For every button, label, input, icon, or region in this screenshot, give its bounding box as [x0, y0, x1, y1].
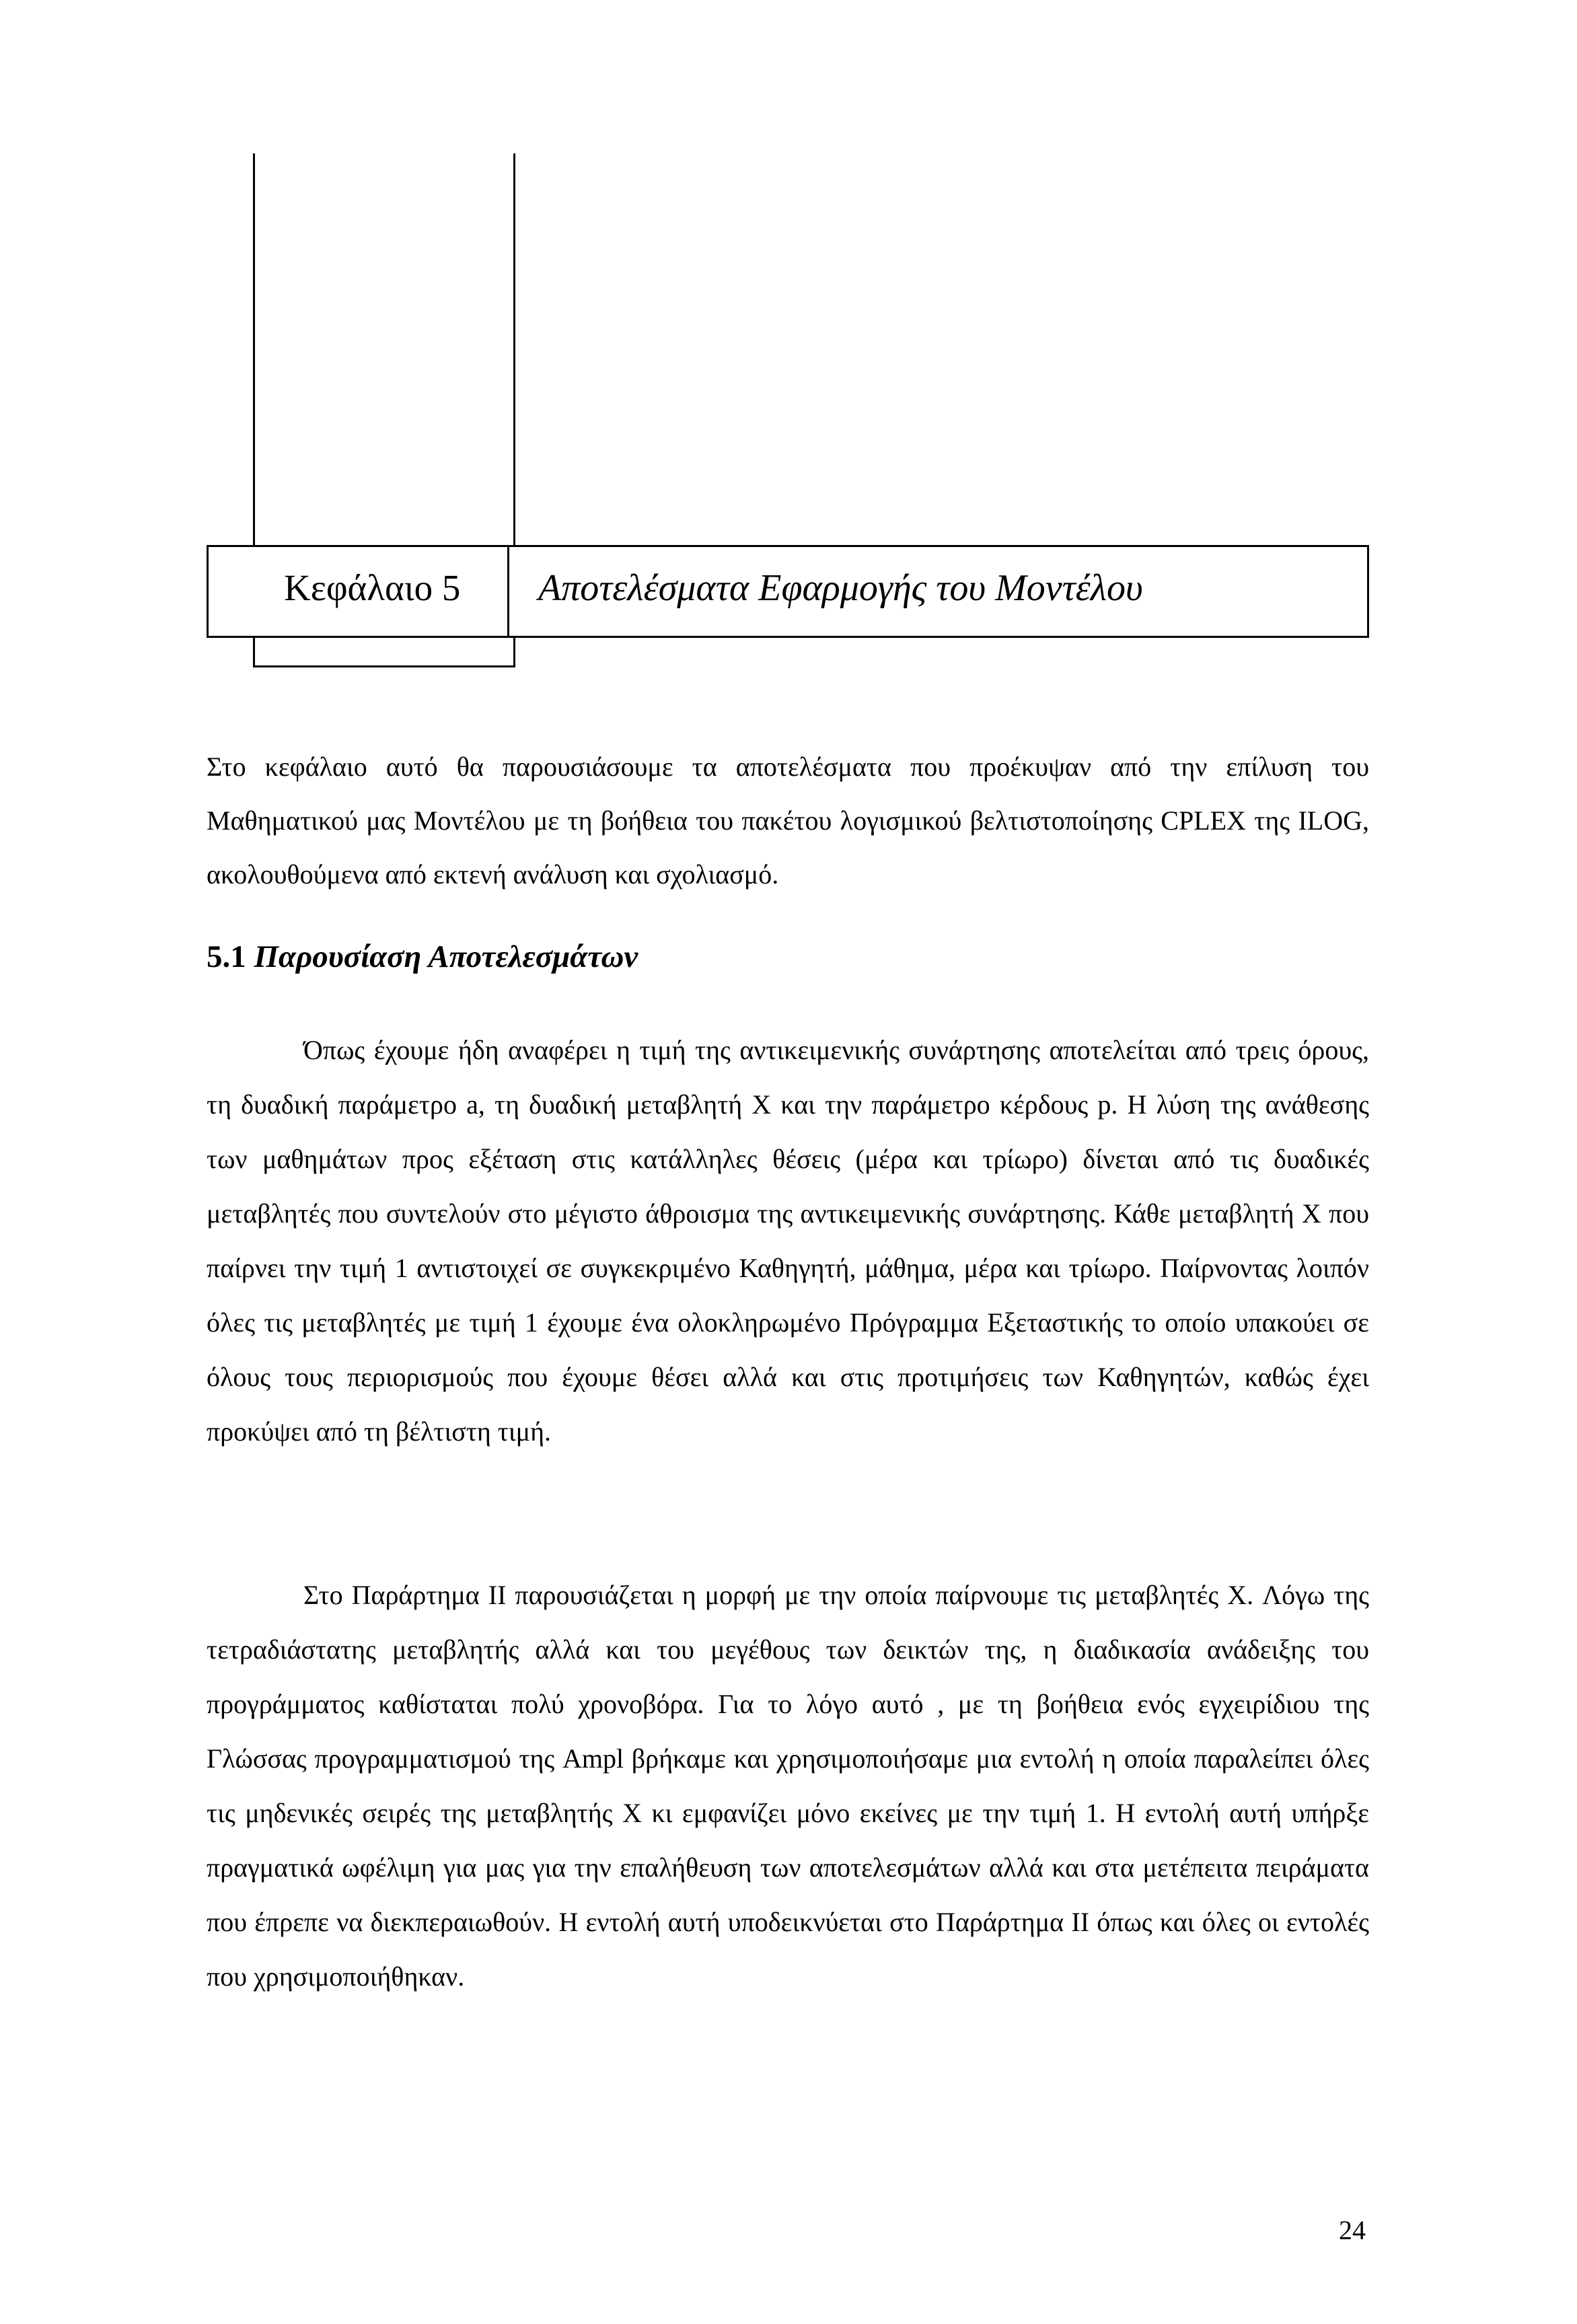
section-title: Παρουσίαση Αποτελεσμάτων	[254, 939, 638, 974]
header-frame-line-left	[253, 153, 255, 545]
chapter-number: Κεφάλαιο 5	[284, 567, 461, 608]
intro-paragraph: Στο κεφάλαιο αυτό θα παρουσιάσουμε τα αποτελέσματα που προέκυψαν από την επίλυση του Μαθηματικού μας Μοντέλου με τη βοήθεια του πακέτου λογισμικού βελτιστοποίησης CPLEX της ILOG, ακολουθούμενα από εκτενή ανάλυση και σχολιασμό.	[207, 752, 1369, 889]
chapter-header-divider	[507, 545, 509, 638]
body-paragraph-2: Στο Παράρτημα ΙΙ παρουσιάζεται η μορφή με την οποία παίρνουμε τις μεταβλητές X. Λόγω της τετραδιάστατης μεταβλητής αλλά και του μεγέθους των δεικτών της, η διαδικασία ανάδειξης του προγράμματος καθίσταται πολύ χρονοβόρα. Για το λόγο αυτό , με τη βοήθεια ενός εγχειρίδιου της Γλώσσας προγραμματισμού της Ampl βρήκαμε και χρησιμοποιήσαμε μια εντολή η οποία παραλείπει όλες τις μηδενικές σειρές της μεταβλητής X κι εμφανίζει μόνο εκείνες με την τιμή 1. Η εντολή αυτή υπήρξε πραγματικά ωφέλιμη για μας για την επαλήθευση των αποτελεσμάτων αλλά και στα μετέπειτα πειράματα που έπρεπε να διεκπεραιωθούν. Η εντολή αυτή υποδεικνύεται στο Παράρτημα ΙΙ όπως και όλες οι εντολές που χρησιμοποιήθηκαν.	[207, 1580, 1369, 1992]
page-number: 24	[1339, 2215, 1366, 2245]
section-heading	[207, 939, 638, 975]
chapter-title: Αποτελέσματα Εφαρμογής του Μοντέλου	[538, 567, 1143, 609]
section-number: 5.1	[207, 939, 246, 974]
chapter-header-underline-box	[253, 638, 515, 667]
body-paragraph-1: Όπως έχουμε ήδη αναφέρει η τιμή της αντικειμενικής συνάρτησης αποτελείται από τρεις όρους, τη δυαδική παράμετρο a, τη δυαδική μεταβλητή X και την παράμετρο κέρδους p. Η λύση της ανάθεσης των μαθημάτων προς εξέταση στις κατάλληλες θέσεις (μέρα και τρίωρο) δίνεται από τις δυαδικές μεταβλητές που συντελούν στο μέγιστο άθροισμα της αντικειμενικής συνάρτησης. Κάθε μεταβλητή X που παίρνει την τιμή 1 αντιστοιχεί σε συγκεκριμένο Καθηγητή, μάθημα, μέρα και τρίωρο. Παίρνοντας λοιπόν όλες τις μεταβλητές με τιμή 1 έχουμε ένα ολοκληρωμένο Πρόγραμμα Εξεταστικής το οποίο υπακούει σε όλους τους περιορισμούς που έχουμε θέσει αλλά και στις προτιμήσεις των Καθηγητών, καθώς έχει προκύψει από τη βέλτιστη τιμή.	[207, 1035, 1369, 1447]
header-frame-line-right	[513, 153, 515, 545]
